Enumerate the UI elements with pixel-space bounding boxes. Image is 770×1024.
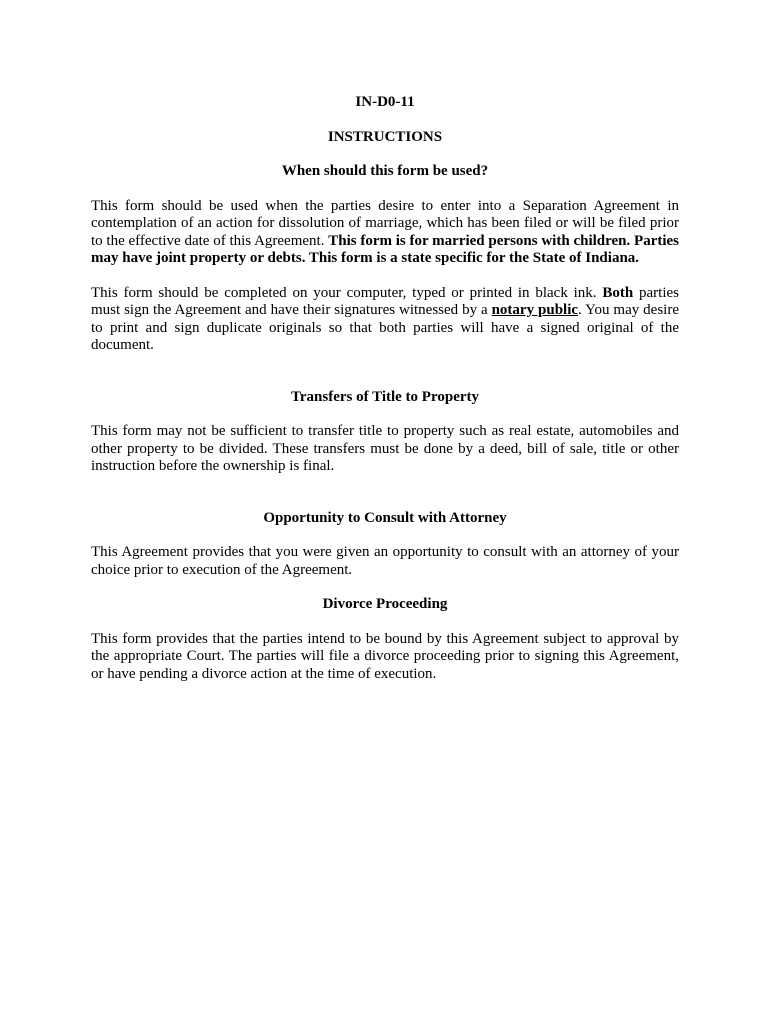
paragraph-completion-text-3: . You may desire to print and sign duplicate originals so that both parties will have a signed original of the document. <box>91 302 679 353</box>
paragraph-divorce: This form provides that the parties intend to be bound by this Agreement subject to approval by the appropriate Court. The parties will file a divorce proceeding prior to signing this Agreement, or have pending a divorce action at the time of execution. <box>91 630 679 682</box>
section-heading-when-used: When should this form be used? <box>281 163 489 179</box>
page-title: INSTRUCTIONS <box>327 128 443 145</box>
paragraph-completion-bold: Both <box>602 284 634 301</box>
section-heading-attorney: Opportunity to Consult with Attorney <box>263 509 507 526</box>
paragraph-when-used <box>91 198 679 268</box>
section-heading-divorce: Divorce Proceeding <box>322 596 448 612</box>
paragraph-attorney: This Agreement provides that you were given an opportunity to consult with an attorney of your choice prior to execution of the Agreement. <box>91 544 679 578</box>
paragraph-when-used-bold: This form is for married persons with children. Parties may have joint property or debts. This form is a state specific for the State of Indiana. <box>91 232 680 266</box>
paragraph-completion-text-1: This form should be completed on your computer, typed or printed in black ink. <box>91 284 603 301</box>
notary-public-emphasis: notary public <box>491 302 579 318</box>
section-heading-transfers: Transfers of Title to Property <box>290 388 480 405</box>
paragraph-completion-text-2: parties must sign the Agreement and have their signatures witnessed by a <box>91 284 679 318</box>
document-page <box>91 94 679 683</box>
paragraph-when-used-text: This form should be used when the parties desire to enter into a Separation Agreement in contemplation of an action for dissolution of marriage, which has been filed or will be filed prior to the effective date of this Agreement. <box>91 197 679 249</box>
paragraph-transfers: This form may not be sufficient to transfer title to property such as real estate, automobiles and other property to be divided. These transfers must be done by a deed, bill of sale, title or other instruction before the ownership is final. <box>91 423 679 474</box>
paragraph-completion <box>91 285 679 355</box>
form-id: IN-D0-11 <box>355 94 415 110</box>
